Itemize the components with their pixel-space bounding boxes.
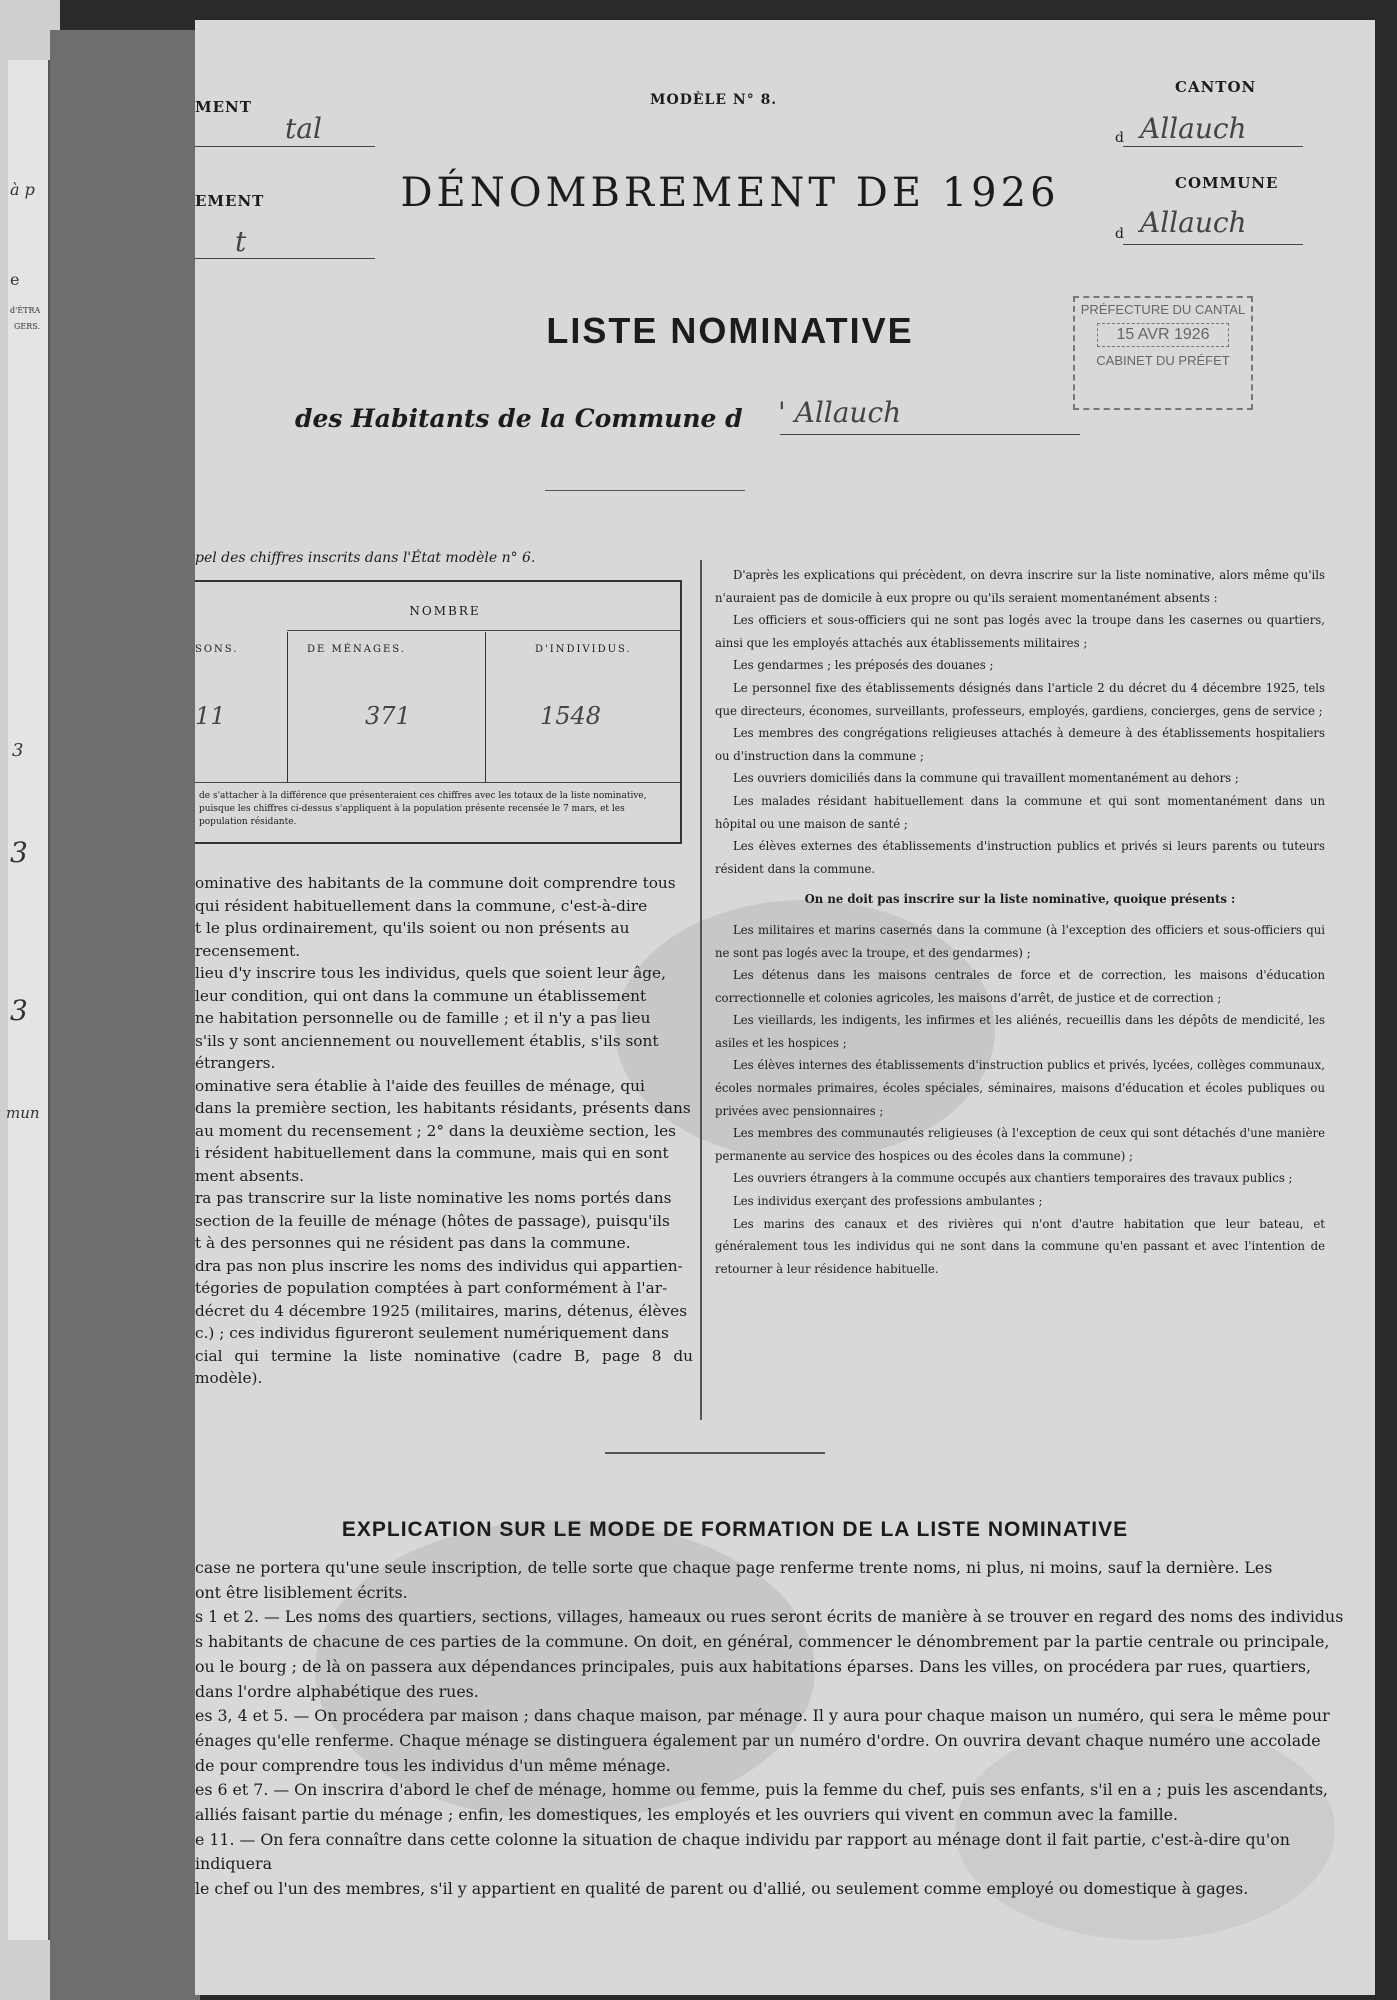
text-line: ominative sera établie à l'aide des feuilles de ménage, qui — [195, 1076, 645, 1095]
prefecture-stamp — [1073, 296, 1253, 410]
stamp-line: PRÉFECTURE DU CANTAL — [1080, 302, 1246, 317]
paragraph: Les membres des congrégations religieuses attachés à demeure à des établissements hospitaliers ou d'instruction dans la commune ; — [715, 726, 1325, 763]
table-col-maisons: SONS. — [195, 644, 239, 655]
table-intro: pel des chiffres inscrits dans l'État modèle n° 6. — [195, 550, 536, 566]
stamp-line: CABINET DU PRÉFET — [1096, 353, 1230, 368]
paragraph: Les individus exerçant des professions ambulantes ; — [733, 1194, 1043, 1209]
table-note: de s'attacher à la différence que présenteraient ces chiffres avec les totaux de la liste nominative, puisque les chiffres ci-dessus s'appliquent à la population présente recensée le 7 mars, et les population résidante. — [199, 791, 647, 827]
text-line: es 6 et 7. — On inscrira d'abord le chef de ménage, homme ou femme, puis la femme du chef, puis ses enfants, s'il en a ; puis les ascendants, — [195, 1780, 1329, 1800]
paragraph: Les élèves internes des établissements d'instruction publics et privés, lycées, collèges communaux, écoles normales primaires, écoles spéciales, séminaires, maisons d'éducation et écoles publiques ou privées avec pensionnaires ; — [715, 1058, 1325, 1118]
text-line: ou le bourg ; de là on passera aux dépendances principales, puis aux habitations éparses. Dans les villes, on procédera par rues, quartiers, — [195, 1656, 1312, 1676]
left-instructions — [195, 872, 693, 1390]
text-line: étrangers. — [195, 1054, 276, 1072]
text-line: recensement. — [195, 941, 301, 960]
left-fragment: 3 — [10, 994, 28, 1027]
text-line: t à des personnes qui ne résident pas dans la commune. — [195, 1234, 631, 1252]
counts-table — [195, 580, 682, 844]
text-line: case ne portera qu'une seule inscription, de telle sorte que chaque page renferme trente noms, ni plus, ni moins, sauf la dernière. Les — [195, 1558, 1273, 1577]
column-divider — [700, 560, 702, 1420]
text-line: t le plus ordinairement, qu'ils soient ou non présents au — [195, 919, 630, 937]
canton-label: CANTON — [1175, 78, 1257, 96]
departement-value: tal — [285, 112, 322, 145]
text-line: ra pas transcrire sur la liste nominative les noms portés dans — [195, 1189, 672, 1207]
table-value-menages: 371 — [365, 702, 411, 730]
departement-label: MENT — [195, 98, 252, 116]
text-line: cial qui termine la liste nominative (cadre B, page 8 du modèle). — [195, 1346, 693, 1387]
modele-number: MODÈLE N° 8. — [650, 92, 778, 108]
page-title: DÉNOMBREMENT DE 1926 — [400, 170, 1060, 216]
table-header-nombre: NOMBRE — [409, 604, 481, 618]
paragraph: Les détenus dans les maisons centrales de force et de correction, les maisons d'éducation correctionnelle et colonies agricoles, les maisons d'arrêt, de justice et de correction ; — [715, 968, 1325, 1005]
commune-prefix: d — [1115, 226, 1124, 242]
left-fragment: 3 — [12, 740, 24, 761]
paragraph: Les ouvriers étrangers à la commune occupés aux chantiers temporaires des travaux publics ; — [733, 1171, 1293, 1186]
text-line: ont être lisiblement écrits. — [195, 1582, 408, 1602]
explication-text — [195, 1556, 1345, 1902]
text-line: section de la feuille de ménage (hôtes de passage), puisqu'ils — [195, 1211, 670, 1230]
paragraph: D'après les explications qui précèdent, on devra inscrire sur la liste nominative, alors même qu'ils n'auraient pas de domicile à eux propre ou qu'ils seraient momentanément absents : — [715, 568, 1325, 605]
paragraph: Les ouvriers domiciliés dans la commune qui travaillent momentanément au dehors ; — [733, 771, 1239, 786]
table-value-maisons: 11 — [195, 702, 226, 730]
text-line: ment absents. — [195, 1166, 304, 1185]
text-line: s'ils y sont anciennement ou nouvellement établis, s'ils sont — [195, 1031, 659, 1050]
text-line: es 3, 4 et 5. — On procédera par maison ; dans chaque maison, par ménage. Il y aura pour chaque maison un numéro, qui sera le même pour — [195, 1706, 1330, 1726]
text-line: dra pas non plus inscrire les noms des individus qui appartien- — [195, 1256, 683, 1275]
explication-title: EXPLICATION SUR LE MODE DE FORMATION DE LA LISTE NOMINATIVE — [341, 1518, 1129, 1541]
text-line: de pour comprendre tous les individus d'un même ménage. — [195, 1755, 671, 1775]
text-line: décret du 4 décembre 1925 (militaires, marins, détenus, élèves — [195, 1301, 688, 1320]
text-line: dans la première section, les habitants résidants, présents dans — [195, 1099, 691, 1117]
left-fragment: d'ÉTRA — [10, 306, 41, 315]
text-line: c.) ; ces individus figureront seulement numériquement dans — [195, 1324, 669, 1342]
census-page — [195, 20, 1375, 1995]
paragraph: Les marins des canaux et des rivières qui n'ont d'autre habitation que leur bateau, et généralement tous les individus qui ne sont dans la commune qu'en passant et avec l'intention de retourner à leur résidence habituelle. — [715, 1216, 1325, 1276]
arrondissement-label: EMENT — [195, 192, 265, 210]
commune-label: COMMUNE — [1175, 174, 1279, 192]
text-line: lieu d'y inscrire tous les individus, quels que soient leur âge, — [195, 964, 666, 982]
table-col-individus: D'INDIVIDUS. — [535, 644, 632, 655]
text-line: ominative des habitants de la commune doit comprendre tous — [195, 874, 676, 892]
page-subtitle: LISTE NOMINATIVE — [546, 310, 914, 351]
paragraph: Les membres des communautés religieuses (à l'exception de ceux qui sont détachés d'une manière permanente au service des hospices ou des écoles dans la commune) ; — [715, 1126, 1325, 1163]
left-fragment: e — [10, 270, 20, 289]
left-fragment: GERS. — [14, 322, 40, 331]
paragraph: Les malades résidant habituellement dans la commune et qui sont momentanément dans un hôpital ou une maison de santé ; — [715, 793, 1325, 831]
text-line: e 11. — On fera connaître dans cette colonne la situation de chaque individu par rapport au ménage dont il fait partie, c'est-à-dire qu'on indiquera — [195, 1829, 1290, 1874]
paragraph: Les officiers et sous-officiers qui ne sont pas logés avec la troupe dans les casernes ou quartiers, ainsi que les employés attachés aux établissements militaires ; — [715, 613, 1325, 650]
text-line: alliés faisant partie du ménage ; enfin, les domestiques, les employés et les ouvriers qui vivent en commun avec la famille. — [195, 1805, 1179, 1825]
text-line: i résident habituellement dans la commune, mais qui en sont — [195, 1144, 669, 1162]
arrondissement-value: t — [235, 225, 247, 258]
text-line: leur condition, qui ont dans la commune un établissement — [195, 986, 647, 1005]
stamp-date: 15 AVR 1926 — [1097, 323, 1229, 347]
text-line: le chef ou l'un des membres, s'il y appartient en qualité de parent ou d'allié, ou seulement comme employé ou domestique à gages. — [195, 1879, 1249, 1899]
canton-value: Allauch — [1140, 112, 1247, 145]
binding-tape — [50, 30, 200, 2000]
commune-value: Allauch — [1140, 206, 1247, 239]
text-line: ne habitation personnelle ou de famille ; et il n'y a pas lieu — [195, 1009, 651, 1027]
paragraph: Les élèves externes des établissements d'instruction publics et privés si leurs parents ou tuteurs résident dans la commune. — [715, 839, 1325, 876]
left-fragment: mun — [6, 1104, 40, 1122]
text-line: dans l'ordre alphabétique des rues. — [195, 1681, 479, 1701]
right-instructions — [715, 564, 1325, 1280]
paragraph: Les gendarmes ; les préposés des douanes ; — [733, 658, 994, 673]
paragraph: Les militaires et marins casernés dans la commune (à l'exception des officiers et sous-officiers qui ne sont pas logés avec la troupe, et des gendarmes) ; — [715, 922, 1325, 960]
text-line: s habitants de chacune de ces parties de la commune. On doit, en général, commencer le dénombrement par la partie centrale ou principale, — [195, 1632, 1330, 1652]
habitants-commune: ' Allauch — [778, 396, 902, 429]
text-line: tégories de population comptées à part conformément à l'ar- — [195, 1279, 668, 1297]
text-line: s 1 et 2. — Les noms des quartiers, sections, villages, hameaux ou rues seront écrits de manière à se trouver en regard des noms des individus — [195, 1607, 1344, 1627]
table-value-individus: 1548 — [540, 702, 602, 730]
canton-prefix: d — [1115, 130, 1124, 146]
section-heading: On ne doit pas inscrire sur la liste nominative, quoique présents : — [804, 892, 1236, 907]
habitants-line: des Habitants de la Commune d — [295, 404, 743, 433]
left-fragment: à p — [10, 180, 35, 199]
paragraph: Les vieillards, les indigents, les infirmes et les aliénés, recueillis dans les dépôts de mendicité, les asiles et les hospices ; — [715, 1013, 1325, 1050]
left-fragment: 3 — [10, 836, 28, 869]
text-line: au moment du recensement ; 2° dans la deuxième section, les — [195, 1121, 677, 1140]
paragraph: Le personnel fixe des établissements désignés dans l'article 2 du décret du 4 décembre 1925, tels que directeurs, économes, surveillants, professeurs, employés, gardiens, concierges, gens de service ; — [715, 680, 1325, 718]
table-col-menages: DE MÉNAGES. — [307, 644, 406, 655]
text-line: énages qu'elle renferme. Chaque ménage se distinguera également par un numéro d'ordre. On ouvrira devant chaque numéro une accolade — [195, 1730, 1321, 1750]
text-line: qui résident habituellement dans la commune, c'est-à-dire — [195, 896, 648, 915]
